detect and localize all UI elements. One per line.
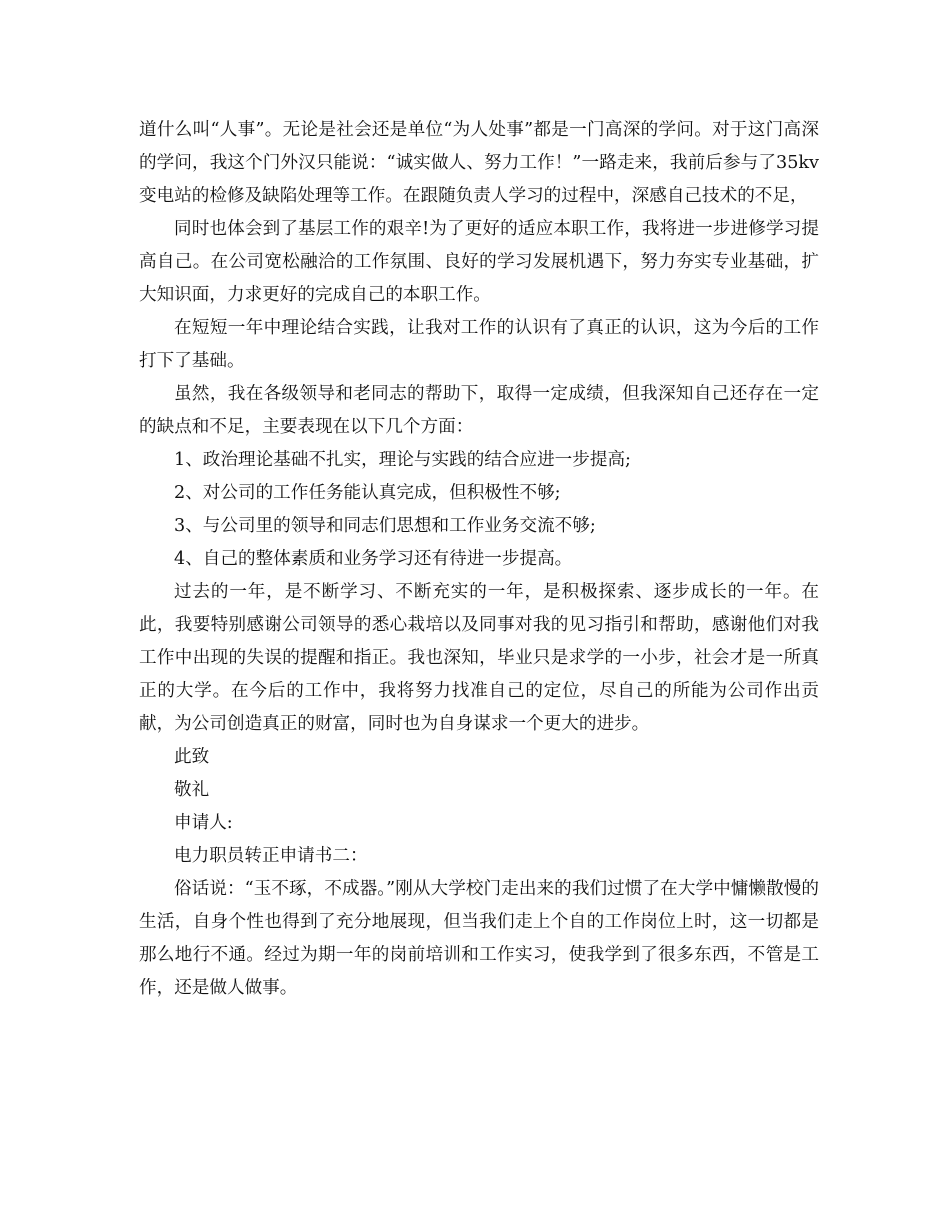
- list-item: 2、对公司的工作任务能认真完成，但积极性不够;: [174, 483, 561, 503]
- paragraph-continuation: 道什么叫“人事”。无论是社会还是单位“为人处事”都是一门高深的学问。对于这门高深的学问，我这个门外汉只能说：“诚实做人、努力工作！”一路走来，我前后参与了35kv变电站的检修及缺陷处理等工作。在跟随负责人学习的过程中，深感自己技术的不足，: [139, 120, 819, 206]
- salutation-line: 敬礼: [174, 780, 210, 800]
- section-heading: 电力职员转正申请书二：: [174, 846, 368, 866]
- paragraph: 虽然，我在各级领导和老同志的帮助下，取得一定成绩，但我深知自己还存在一定的缺点和不足，主要表现在以下几个方面：: [139, 384, 819, 437]
- list-item: 4、自己的整体素质和业务学习还有待进一步提高。: [174, 549, 573, 569]
- list-item: 3、与公司里的领导和同志们思想和工作业务交流不够;: [174, 516, 596, 536]
- list-item: 1、政治理论基础不扎实，理论与实践的结合应进一步提高;: [174, 450, 631, 470]
- paragraph: 同时也体会到了基层工作的艰辛!为了更好的适应本职工作，我将进一步进修学习提高自己。在公司宽松融洽的工作氛围、良好的学习发展机遇下，努力夯实专业基础，扩大知识面，力求更好的完成自己的本职工作。: [139, 219, 819, 305]
- document-body: [139, 114, 819, 1005]
- applicant-line: 申请人:: [174, 813, 233, 833]
- paragraph: 俗话说：“玉不琢，不成器。”刚从大学校门走出来的我们过惯了在大学中慵懒散慢的生活，自身个性也得到了充分地展现，但当我们走上个自的工作岗位上时，这一切都是那么地行不通。经过为期一年的岗前培训和工作实习，使我学到了很多东西，不管是工作，还是做人做事。: [139, 879, 819, 998]
- closing-line: 此致: [174, 747, 210, 767]
- paragraph: 在短短一年中理论结合实践，让我对工作的认识有了真正的认识，这为今后的工作打下了基础。: [139, 318, 819, 371]
- paragraph: 过去的一年，是不断学习、不断充实的一年，是积极探索、逐步成长的一年。在此，我要特别感谢公司领导的悉心栽培以及同事对我的见习指引和帮助，感谢他们对我工作中出现的失误的提醒和指正。我也深知，毕业只是求学的一小步，社会才是一所真正的大学。在今后的工作中，我将努力找准自己的定位，尽自己的所能为公司作出贡献，为公司创造真正的财富，同时也为自身谋求一个更大的进步。: [139, 582, 819, 734]
